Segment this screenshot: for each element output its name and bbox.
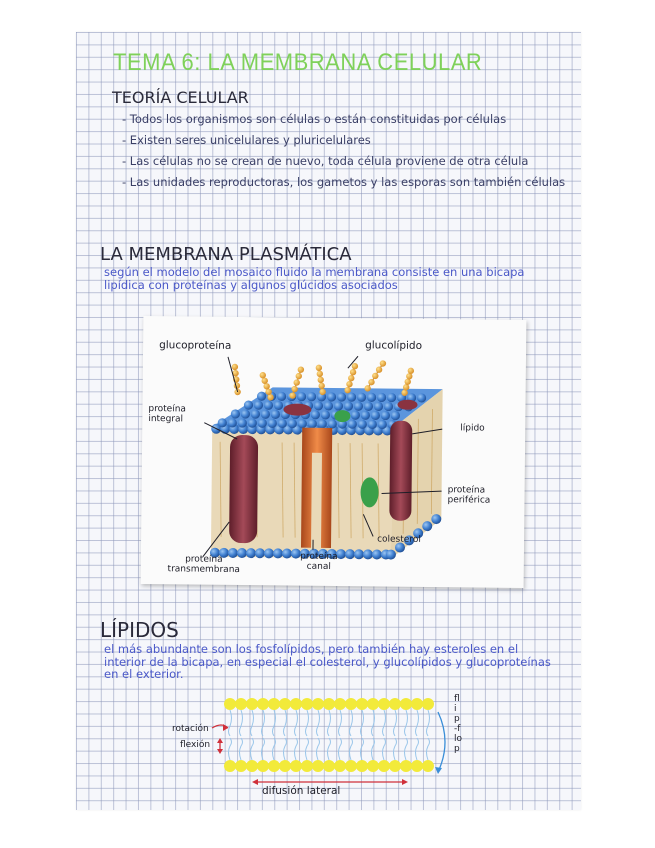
lipid-tail	[306, 710, 309, 736]
sugar-bead	[317, 371, 323, 377]
transmembrane-protein-right	[389, 421, 412, 521]
lipid-tail	[328, 738, 331, 760]
phospholipid-head-yellow	[290, 698, 302, 710]
phospholipid-head-yellow	[422, 698, 434, 710]
sugar-bead	[368, 379, 374, 385]
phospholipid-head-yellow	[378, 760, 390, 772]
label-colesterol: colesterol	[377, 534, 421, 545]
sugar-bead	[232, 364, 238, 370]
lipid-tail	[416, 738, 419, 760]
phospholipid-head-yellow	[400, 698, 412, 710]
sugar-bead	[406, 373, 412, 379]
lipid-tail	[416, 710, 419, 736]
lipid-tail	[295, 710, 298, 736]
lipid-tail	[394, 710, 397, 736]
phospholipid-head-yellow	[389, 698, 401, 710]
phospholipid-head-yellow	[257, 698, 269, 710]
membrane-figure	[141, 316, 527, 588]
label-proteina-canal: proteína canal	[300, 551, 338, 572]
lipid-tail	[361, 710, 364, 736]
phospholipid-head-yellow	[389, 760, 401, 772]
sugar-bead	[263, 383, 269, 389]
list-item: - Las células no se crean de nuevo, toda célula proviene de otra célula	[122, 154, 529, 168]
integral-protein	[229, 435, 258, 543]
sugar-bead	[262, 378, 268, 384]
lipid-tail	[394, 738, 397, 760]
phospholipid-head-yellow	[356, 760, 368, 772]
phospholipid-head-yellow	[246, 760, 258, 772]
phospholipid-head-yellow	[268, 760, 280, 772]
lipid-tail	[284, 738, 287, 760]
label-glucolipido: glucolípido	[365, 339, 423, 352]
lipid-tail	[317, 710, 320, 736]
lipid-tail	[229, 738, 232, 760]
phospholipid-head-yellow	[334, 760, 346, 772]
phospholipid-head-yellow	[224, 698, 236, 710]
sugar-bead	[318, 377, 324, 383]
lipid-tail	[372, 710, 375, 736]
membrane-illustration	[141, 316, 527, 588]
lipid-tail	[306, 738, 309, 760]
phospholipid-head-yellow	[400, 760, 412, 772]
sugar-bead	[405, 379, 411, 385]
sugar-bead	[352, 363, 358, 369]
lipid-tail	[284, 710, 287, 736]
label-difusion-lateral: difusión lateral	[262, 785, 341, 797]
label-lipido: lípido	[460, 423, 485, 434]
sugar-bead	[376, 366, 382, 372]
sugar-bead	[408, 368, 414, 374]
teoria-list	[122, 113, 567, 197]
phospholipid-head-yellow	[279, 760, 291, 772]
lipid-tail	[427, 738, 430, 760]
lipid-tail	[229, 710, 232, 736]
phospholipid-head-yellow	[378, 698, 390, 710]
lipid-tail	[405, 710, 408, 736]
phospholipid-head-yellow	[422, 760, 434, 772]
sugar-bead	[316, 365, 322, 371]
lipid-tail	[405, 738, 408, 760]
phospholipid-head-yellow	[345, 760, 357, 772]
lipid-tail	[317, 738, 320, 760]
sugar-bead	[380, 360, 386, 366]
lipid-tail	[372, 738, 375, 760]
phospholipid-head-yellow	[345, 698, 357, 710]
phospholipid-head-yellow	[356, 698, 368, 710]
phospholipid-head-yellow	[224, 760, 236, 772]
phospholipid-head-yellow	[235, 698, 247, 710]
list-item: - Las unidades reproductoras, los gametos y las esporas son también células	[122, 175, 566, 189]
lipid-tail	[383, 738, 386, 760]
phospholipid-head-yellow	[235, 760, 247, 772]
membrana-description: según el modelo del mosaico fluido la membrana consiste en una bicapa lipídica con proteínas y algunos glúcidos asociados	[104, 265, 525, 292]
sugar-bead	[293, 379, 299, 385]
label-proteina-transmembrana: proteína transmembrana	[167, 554, 240, 576]
section-title-lipidos: LÍPIDOS	[100, 618, 179, 642]
page-title: TEMA 6: LA MEMBRANA CELULAR	[113, 48, 483, 76]
sugar-bead	[298, 366, 304, 372]
phospholipid-head-yellow	[290, 760, 302, 772]
phospholipid-head-yellow	[301, 698, 313, 710]
phospholipid-head-yellow	[323, 760, 335, 772]
lipid-tail	[251, 738, 254, 760]
phospholipid-head-yellow	[411, 698, 423, 710]
label-proteina-periferica: proteína periférica	[447, 485, 491, 506]
lipid-tail	[273, 738, 276, 760]
phospholipid-head-yellow	[367, 698, 379, 710]
sugar-bead	[234, 389, 240, 395]
sugar-bead	[260, 372, 266, 378]
sugar-bead	[372, 373, 378, 379]
lipid-tail	[427, 710, 430, 736]
lipid-tail	[350, 710, 353, 736]
lipid-tail	[295, 738, 298, 760]
lipid-tail	[361, 738, 364, 760]
lipid-tail	[350, 738, 353, 760]
phospholipid-head-yellow	[301, 760, 313, 772]
phospholipid-head-yellow	[312, 698, 324, 710]
lipid-tail	[273, 710, 276, 736]
section-title-membrana: LA MEMBRANA PLASMÁTICA	[100, 244, 352, 265]
list-item: - Existen seres unicelulares y pluricelulares	[122, 133, 371, 147]
label-glucoproteina: glucoproteína	[159, 339, 232, 352]
list-item: - Todos los organismos son células o están constituidas por células	[122, 112, 507, 126]
lipid-tail	[262, 738, 265, 760]
phospholipid-head-yellow	[312, 760, 324, 772]
lipid-tail	[328, 710, 331, 736]
label-flexion: flexión	[180, 740, 211, 750]
label-flip-flop: flip-flop	[454, 694, 463, 754]
sugar-bead	[350, 369, 356, 375]
phospholipid-head-yellow	[411, 760, 423, 772]
section-title-teoria: TEORÍA CELULAR	[112, 88, 249, 107]
sugar-bead	[296, 373, 302, 379]
phospholipid-head-yellow	[268, 698, 280, 710]
phospholipid-head-yellow	[323, 698, 335, 710]
phospholipid-head-yellow	[279, 698, 291, 710]
lipid-tail	[339, 710, 342, 736]
flip-flop-arrow	[438, 712, 445, 772]
sugar-bead	[346, 381, 352, 387]
lipid-tail	[339, 738, 342, 760]
lipidos-description: el más abundante son los fosfolípidos, pero también hay esteroles en el interior de la bicapa, en especial el colesterol, y glucolípidos y glucoproteínas en el exterior.	[104, 642, 551, 681]
label-rotacion: rotación	[172, 724, 209, 734]
phospholipid-head-yellow	[334, 698, 346, 710]
sugar-bead	[348, 375, 354, 381]
label-proteina-integral: proteína integral	[148, 404, 187, 425]
lipid-tail	[240, 738, 243, 760]
lipid-tail	[262, 710, 265, 736]
lipid-tail	[251, 710, 254, 736]
lipid-tail	[240, 710, 243, 736]
phospholipid-head-yellow	[246, 698, 258, 710]
phospholipid-head-yellow	[367, 760, 379, 772]
phospholipid-head-yellow	[257, 760, 269, 772]
lipid-tail	[383, 710, 386, 736]
